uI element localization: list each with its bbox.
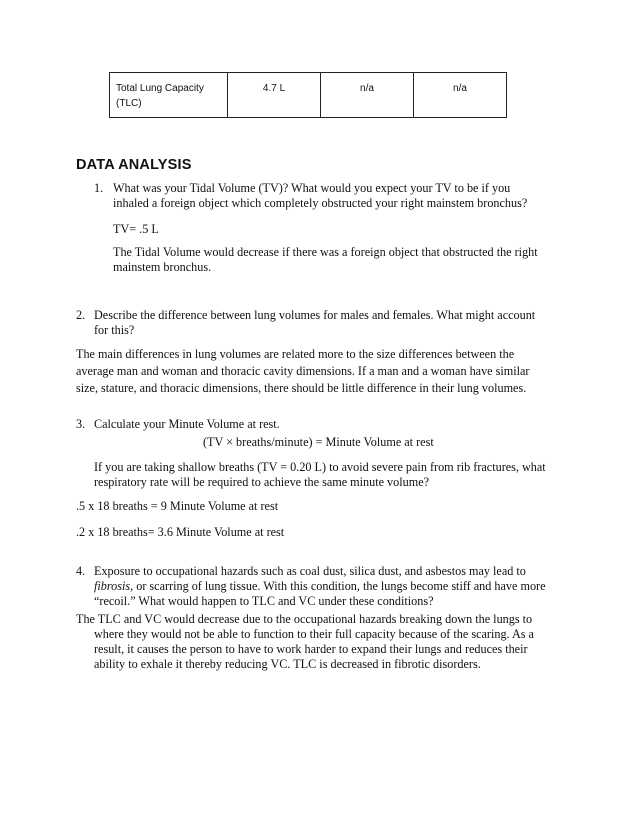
question-text-line: What was your Tidal Volume (TV)? What would you expect your TV to be if you (113, 181, 511, 195)
question-text-line: for this? (94, 323, 135, 337)
answer-text-line: where they would not be able to function to their full capacity because of the scaring. As a (94, 627, 534, 641)
formula: (TV × breaths/minute) = Minute Volume at rest (203, 435, 434, 449)
sub-question-line: respiratory rate will be required to achieve the same minute volume? (94, 475, 430, 489)
answer-text-line: size, stature, and thoracic dimensions, there should be little difference in their lung volumes. (76, 381, 527, 395)
answer-text-line: average man and woman and thoracic cavity dimensions. If a man and a woman have similar (76, 364, 530, 378)
answer-text (76, 346, 530, 397)
question-text-line: Describe the difference between lung volumes for males and females. What might account (94, 308, 536, 322)
fibrosis-term: fibrosis (94, 579, 131, 593)
table-cell-col4: n/a (413, 73, 506, 118)
question-text (113, 181, 527, 211)
sub-question-text (94, 460, 546, 490)
answer-text-line: The TLC and VC would decrease due to the occupational hazards breaking down the lungs to (76, 612, 533, 626)
answer-text-line: result, it causes the person to have to work harder to expand their lungs and reduces their (94, 642, 528, 656)
table-cell-col3: n/a (321, 73, 414, 118)
answer-calculation-1: .5 x 18 breaths = 9 Minute Volume at rest (76, 499, 279, 513)
answer-text-line: ability to exhale it thereby reducing VC. TLC is decreased in fibrotic disorders. (94, 657, 481, 671)
answer-calculation-2: .2 x 18 breaths= 3.6 Minute Volume at rest (76, 525, 285, 539)
table-cell-label (110, 73, 228, 118)
question-number: 3. (76, 417, 86, 431)
question-text (94, 308, 535, 338)
answer-text (76, 612, 534, 672)
table-cell-label-line1: Total Lung Capacity (116, 83, 204, 94)
sub-question-line: If you are taking shallow breaths (TV = 0.20 L) to avoid severe pain from rib fractures, what (94, 460, 546, 474)
section-heading: DATA ANALYSIS (76, 157, 192, 173)
question-text-line: Exposure to occupational hazards such as coal dust, silica dust, and asbestos may lead to (94, 564, 526, 578)
table-row (110, 73, 507, 118)
question-text-line: inhaled a foreign object which completely obstructed your right mainstem bronchus? (113, 196, 528, 210)
question-text-line: , or scarring of lung tissue. With this condition, the lungs become stiff and have more (130, 579, 546, 593)
answer-text-line: The main differences in lung volumes are related more to the size differences between the (76, 347, 515, 361)
answer-text-line: The Tidal Volume would decrease if there was a foreign object that obstructed the right (113, 245, 538, 259)
question-text (94, 564, 546, 609)
table-cell-label-line2: (TLC) (116, 98, 142, 109)
answer-text-line: mainstem bronchus. (113, 260, 212, 274)
table-cell-value: 4.7 L (228, 73, 321, 118)
question-text: Calculate your Minute Volume at rest. (94, 417, 280, 431)
question-text-line: “recoil.” What would happen to TLC and VC under these conditions? (94, 594, 434, 608)
question-number: 4. (76, 564, 86, 578)
answer-tv: TV= .5 L (113, 222, 159, 236)
question-number: 2. (76, 308, 86, 322)
question-number: 1. (94, 181, 104, 195)
answer-text (113, 245, 538, 275)
lung-volume-table (109, 72, 507, 118)
